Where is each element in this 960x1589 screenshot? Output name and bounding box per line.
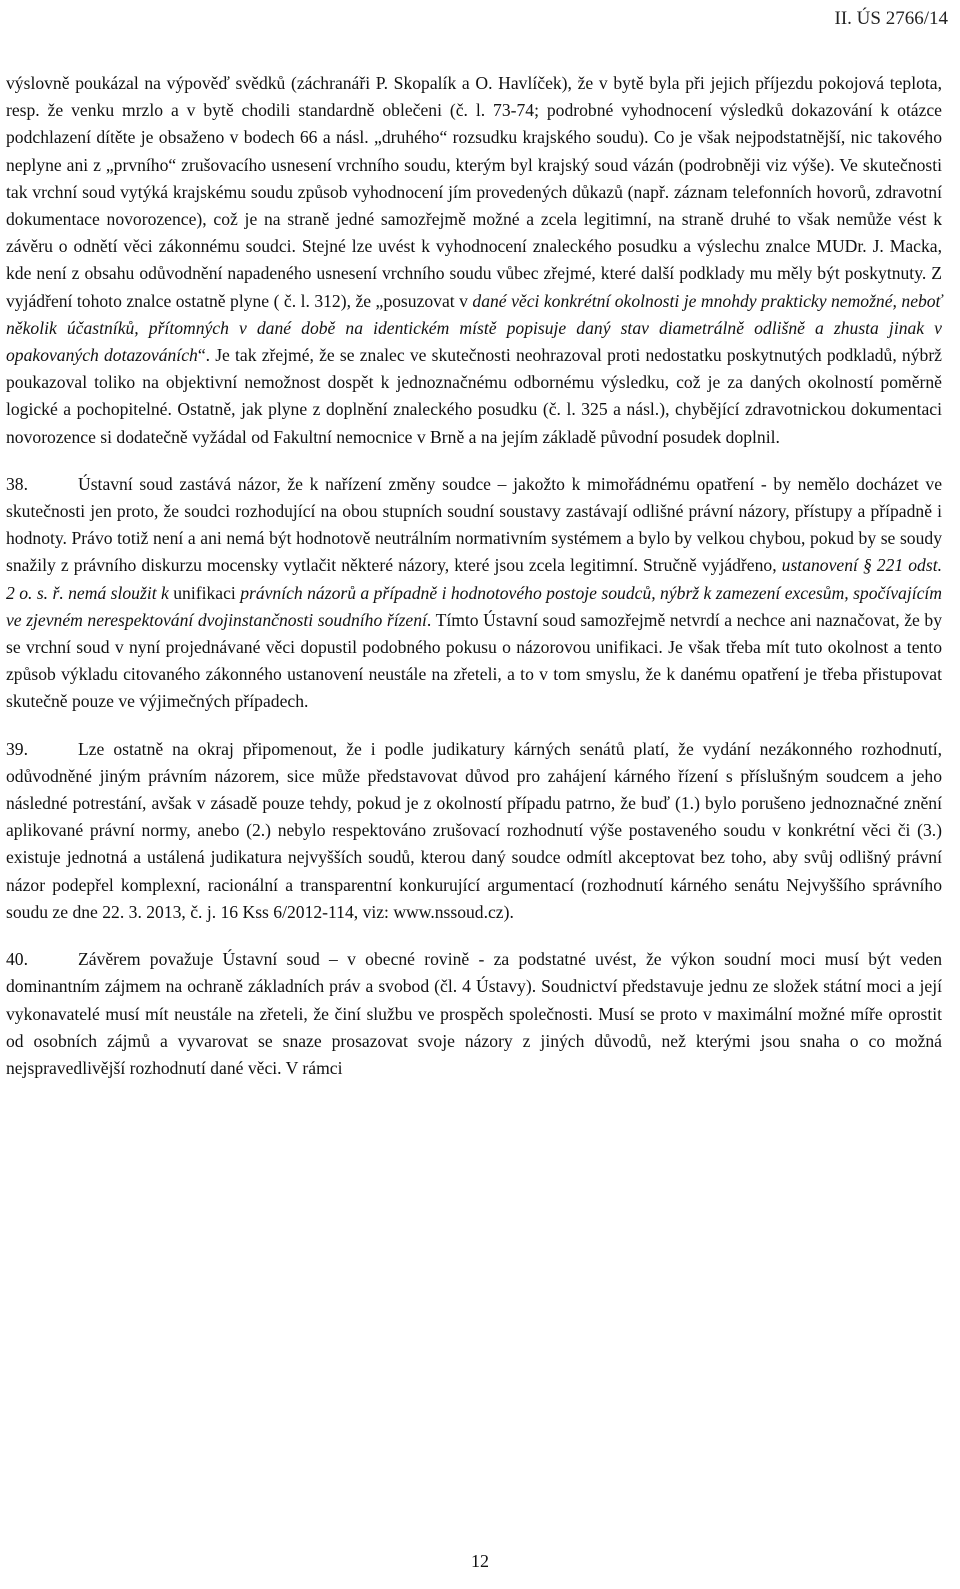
page-number: 12 [471,1551,489,1571]
text-run: Ústavní soud zastává názor, že k nařízení změny soudce – jakožto k mimořádnému opatření - by nemělo docházet ve skutečnosti jen proto, že soudci rozhodující na obou stupních soudní soustavy zastávají odlišné právní názory, přístupy a případně i hodnoty. Právo totiž není a ani nemá být hodnotově neutrálním normativním systémem a bylo by velkou chybou, pokud by se soudy snažily z právního diskurzu mocensky vytlačit některé názory, které jsou zcela legitimní. Stručně vyjádřeno, [6,473,942,576]
paragraph-number: 39. [6,738,28,759]
paragraph-text: Závěrem považuje Ústavní soud – v obecné rovině - za podstatné uvést, že výkon soudní moci musí být veden dominantním zájmem na ochraně základních práv a svobod (čl. 4 Ústavy). Soudnictví představuje jednu ze složek státní moci a její vykonavatelé musí mít neustále na zřeteli, že činí službu ve prospěch společnosti. Musí se proto v maximální možné míře oprostit od osobních zájmů a vyvarovat se snaze prosazovat svoje názory z jiných důvodů, než kterými jsou snaha o co možná nejspravedlivější rozhodnutí dané věci. V rámci [6,949,942,1078]
text-run: unifikaci [173,582,241,603]
paragraph-number: 40. [6,949,28,970]
quoted-text: dané věci konkrétní okolnosti je mnohdy prakticky nemožné, neboť několik účastníků, přítomných v dané době na identickém místě popisuje daný stav diametrálně odlišně a zhusta jinak v opakovaných dotazováních [6,290,943,366]
text-run: . Tímto Ústavní soud samozřejmě netvrdí a nechce ani naznačovat, že by se vrchní soud v nyní projednávané věci dopustil podobného pokusu o názorovou unifikaci. Je však třeba mít tuto okolnost a tento způsob výkladu citovaného zákonného ustanovení neustále na zřeteli, a to v tom smyslu, že k danému opatření je třeba přistupovat skutečně pouze ve výjimečných případech. [6,609,942,712]
paragraph-text: Lze ostatně na okraj připomenout, že i podle judikatury kárných senátů platí, že vydání nezákonného rozhodnutí, odůvodněné jiným právním názorem, sice může představovat důvod pro zahájení kárného řízení s příslušným soudcem a jeho následné potrestání, avšak v zásadě pouze tehdy, pokud je z okolností případu patrno, že buď (1.) bylo porušeno jednoznačné znění aplikované právní normy, anebo (2.) nebylo respektováno zrušovací rozhodnutí výše postaveného soudu v konkrétní věci či (3.) existuje jednotná a ustálená judikatura nejvyšších soudů, kterou daný soudce odmítl akceptovat bez toho, aby svůj odlišný právní názor podepřel komplexní, racionální a transparentní konkurující argumentací (rozhodnutí kárného senátu Nejvyššího správního soudu ze dne 22. 3. 2013, č. j. 16 Kss 6/2012-114, viz: www.nssoud.cz). [6,738,942,922]
document-body [6,70,942,1082]
paragraph-38 [6,471,942,716]
paragraph-37-continued [6,70,942,451]
text-run: “. Je tak zřejmé, že se znalec ve skutečnosti neohrazoval proti nedostatku poskytnutých podkladů, nýbrž poukazoval toliko na objektivní nemožnost dospět k jednoznačnému odbornému výsledku, což je za daných okolností poměrně logické a pochopitelné. Ostatně, jak plyne z doplnění znaleckého posudku (č. l. 325 a násl.), chybějící zdravotnickou dokumentaci novorozence si dodatečně vyžádal od Fakultní nemocnice v Brně a na jejím základě původní posudek doplnil. [6,345,942,447]
text-run: výslovně poukázal na výpověď svědků (záchranáři P. Skopalík a O. Havlíček), že v bytě byla při jejich příjezdu pokojová teplota, resp. že venku mrzlo a v bytě chodili standardně oblečeni (č. l. 73-74; podrobné vyhodnocení výsledků dokazování k otázce podchlazení dítěte je obsaženo v bodech 66 a násl. „druhého“ rozsudku krajského soudu). Co je však nejpodstatnější, nic takového neplyne ani z „prvního“ zrušovacího usnesení vrchního soudu, kterým byl krajský soud vázán (podrobněji viz výše). Ve skutečnosti tak vrchní soud vytýká krajskému soudu způsob vyhodnocení jím provedených důkazů (např. záznam telefonních hovorů, zdravotní dokumentace novorozence), což je na straně jedné samozřejmě možné a zcela legitimní, na straně druhé to však nemůže vést k závěru o odnětí věci zákonnému soudci. Stejné lze uvést k vyhodnocení znaleckého posudku a výslechu znalce MUDr. J. Macka, kde není z obsahu odůvodnění napadeného usnesení vrchního soudu vůbec zřejmé, které další podklady mu měly být poskytnuty. Z vyjádření tohoto znalce ostatně plyne ( č. l. 312), že „posuzovat v [6,73,942,311]
case-number: II. ÚS 2766/14 [834,8,948,29]
italic-text: právních názorů a případně i hodnotového postoje soudců, nýbrž k zamezení excesům, spočívajícím ve zjevném nerespektování dvojinstančnosti soudního řízení [6,582,943,630]
paragraph-40 [6,946,942,1082]
paragraph-39 [6,736,942,926]
italic-text: ustanovení § 221 odst. 2 o. s. ř. nemá sloužit k [6,555,942,603]
paragraph-number: 38. [6,473,28,494]
